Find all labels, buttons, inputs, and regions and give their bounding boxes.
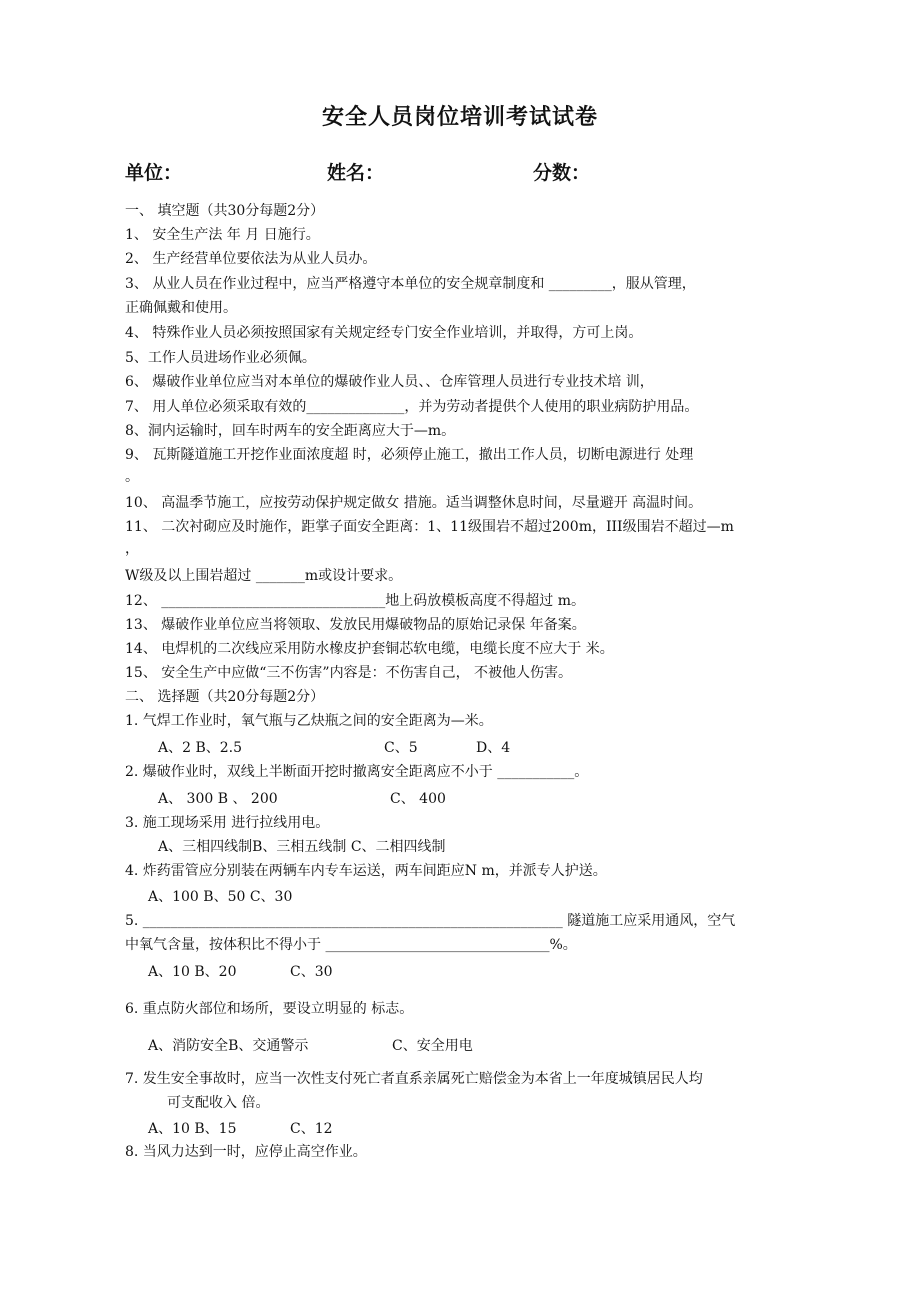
question-line: 9、 瓦斯隧道施工开挖作业面浓度超 时，必须停止施工，撤出工作人员，切断电源进行 处理 (125, 447, 694, 463)
question-line: 6. 重点防火部位和场所，要设立明显的 标志。 (125, 1001, 414, 1017)
question-line: 中氧气含量，按体积比不得小于 ________________________________%。 (125, 937, 577, 953)
page-title: 安全人员岗位培训考试试卷 (321, 105, 598, 130)
question-line: 14、 电焊机的二次线应采用防水橡皮护套铜芯软电缆，电缆长度不应大于 米。 (125, 641, 614, 657)
option-line: A、消防安全B、交通警示 (148, 1038, 309, 1054)
option-line: C、5 (384, 740, 418, 756)
question-line: 5、工作人员进场作业必须佩。 (125, 350, 316, 366)
option-line: A、三相四线制B、三相五线制 C、二相四线制 (158, 839, 446, 855)
question-line: 1、 安全生产法 年 月 日施行。 (125, 227, 320, 243)
question-line: 7. 发生安全事故时，应当一次性支付死亡者直系亲属死亡赔偿金为本省上一年度城镇居民人均 (125, 1071, 703, 1087)
question-line: 5. ____________________________________________________________ 隧道施工应采用通风，空气 (125, 913, 736, 929)
question-line: 2、 生产经营单位要依法为从业人员办。 (125, 251, 377, 267)
question-line: 10、 高温季节施工，应按劳动保护规定做女 措施。适当调整休息时间，尽量避开 高温时间。 (125, 495, 703, 511)
question-line: 13、 爆破作业单位应当将领取、发放民用爆破物品的原始记录保 年备案。 (125, 617, 586, 633)
question-line: 3、 从业人员在作业过程中，应当严格遵守本单位的安全规章制度和 _________，服从管理， (125, 276, 696, 292)
question-line: 正确佩戴和使用。 (125, 300, 237, 316)
question-line: ， (125, 541, 139, 557)
question-line: 4、 特殊作业人员必须按照国家有关规定经专门安全作业培训，并取得，方可上岗。 (125, 325, 643, 341)
section-heading-multiple-choice: 二、 选择题（共20分每题2分） (125, 689, 325, 705)
option-line: A、10 B、20 (148, 964, 237, 980)
question-line: 8. 当风力达到一时，应停止高空作业。 (125, 1144, 367, 1160)
question-line: 15、 安全生产中应做“三不伤害”内容是：不伤害自己， 不被他人伤害。 (125, 665, 573, 681)
score-label: 分数： (533, 162, 591, 184)
question-line: 2. 爆破作业时，双线上半断面开挖时撤离安全距离应不小于 ___________。 (125, 764, 589, 780)
option-line: A、100 B、50 C、30 (148, 889, 293, 905)
unit-label: 单位： (125, 162, 183, 184)
question-line: 可支配收入 倍。 (167, 1095, 270, 1111)
option-line: C、30 (290, 964, 333, 980)
option-line: A、2 B、2.5 (158, 740, 243, 756)
question-line: 3. 施工现场采用 进行拉线用电。 (125, 815, 330, 831)
option-line: A、10 B、15 (148, 1121, 237, 1137)
option-line: C、 400 (390, 791, 446, 807)
option-line: D、4 (476, 740, 511, 756)
question-line: 12、 ________________________________地上码放模板高度不得超过 m。 (125, 593, 585, 609)
option-line: A、 300 B 、 200 (158, 791, 278, 807)
question-line: W级及以上围岩超过 _______m或设计要求。 (125, 568, 403, 584)
option-line: C、12 (290, 1121, 333, 1137)
question-line: 4. 炸药雷管应分别装在两辆车内专车运送，两车间距应N m，并派专人护送。 (125, 863, 607, 879)
section-heading-fill-blank: 一、 填空题（共30分每题2分） (125, 203, 325, 219)
question-line: 。 (125, 469, 139, 485)
name-label: 姓名： (327, 162, 385, 184)
question-line: 1. 气焊工作业时，氧气瓶与乙炔瓶之间的安全距离为—米。 (125, 713, 493, 729)
option-line: C、安全用电 (392, 1038, 473, 1054)
question-line: 8、洞内运输时，回车时两车的安全距离应大于—m。 (125, 423, 456, 439)
question-line: 6、 爆破作业单位应当对本单位的爆破作业人员、、仓库管理人员进行专业技术培 训， (125, 374, 654, 390)
question-line: 11、 二次衬砌应及时施作，距掌子面安全距离：1、11级围岩不超过200m，III级围岩不超过—m (125, 519, 734, 535)
question-line: 7、 用人单位必须采取有效的______________，并为劳动者提供个人使用的职业病防护用品。 (125, 399, 699, 415)
